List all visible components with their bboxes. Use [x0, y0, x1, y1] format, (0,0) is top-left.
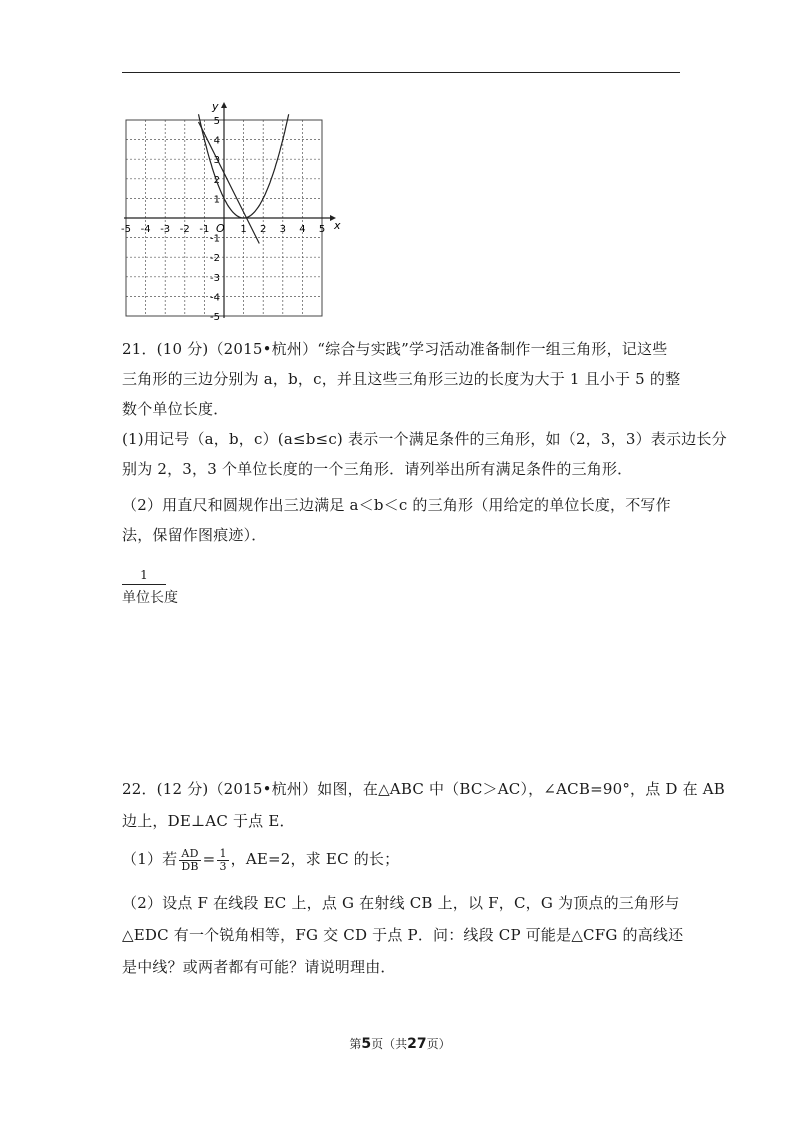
header-rule [122, 72, 680, 73]
y-tick-label: 1 [213, 194, 220, 206]
unit-label: 单位长度 [122, 590, 178, 606]
footer-middle: 页（共 [371, 1037, 408, 1051]
q21-line-6: （2）用直尺和圆规作出三边满足 a＜b＜c 的三角形（用给定的单位长度，不写作 [122, 496, 671, 514]
x-tick-label: -2 [179, 224, 190, 235]
q22-line-6: 是中线？或两者都有可能？请说明理由． [122, 958, 396, 976]
q21-line-5: 别为 2，3，3 个单位长度的一个三角形．请列举出所有满足条件的三角形． [122, 460, 633, 478]
fraction-equals: = [202, 850, 216, 868]
unit-length-segment [122, 568, 202, 609]
footer-suffix: 页） [426, 1037, 451, 1051]
y-tick-label: 3 [213, 155, 220, 167]
x-tick-label: -4 [140, 224, 151, 235]
x-tick-label: 3 [279, 224, 286, 235]
y-tick-label: 5 [213, 116, 220, 127]
x-tick-label: 5 [318, 224, 326, 235]
x-tick-label: -1 [199, 224, 210, 235]
fraction-ad-db-denominator: DB [181, 859, 199, 873]
q21-line-7: 法，保留作图痕迹）． [122, 526, 267, 544]
y-tick-label: -3 [210, 272, 220, 284]
q22-line-3-suffix: ，AE=2，求 EC 的长； [230, 850, 400, 868]
x-tick-label: 4 [299, 224, 306, 235]
fraction-one-third-denominator: 3 [219, 859, 227, 873]
y-tick-label: -4 [210, 292, 220, 304]
page-footer [0, 1035, 800, 1052]
unit-bar [122, 584, 166, 585]
y-tick-label: 2 [213, 174, 220, 186]
coordinate-graph-svg [118, 96, 348, 328]
origin-label: O [216, 222, 225, 235]
y-tick-label: -5 [210, 312, 220, 323]
y-tick-label: -1 [210, 233, 220, 245]
unit-number: 1 [140, 568, 148, 582]
y-tick-label: 4 [213, 135, 220, 147]
q21-line-2: 三角形的三边分别为 a，b，c，并且这些三角形三边的长度为大于 1 且小于 5 的整 [122, 370, 681, 388]
fraction-ad-db-numerator: AD [179, 848, 200, 861]
x-tick-label: -3 [160, 224, 171, 235]
q21-line-3: 数个单位长度． [122, 400, 229, 418]
fraction-ad-db [179, 848, 200, 873]
q22-line-3 [122, 844, 682, 874]
q22-line-2: 边上，DE⊥AC 于点 E． [122, 812, 295, 830]
footer-page-number: 5 [361, 1036, 372, 1052]
fraction-one-third [217, 848, 228, 873]
footer-total-pages: 27 [407, 1036, 427, 1052]
y-tick-label: -2 [210, 253, 220, 265]
x-tick-label: 1 [240, 224, 247, 235]
q22-line-5: △EDC 有一个锐角相等，FG 交 CD 于点 P．问：线段 CP 可能是△CFG 的高线还 [122, 926, 684, 944]
y-axis-label: y [212, 100, 219, 113]
q21-line-1: 21．(10 分)（2015•杭州）“综合与实践”学习活动准备制作一组三角形，记这些 [122, 340, 668, 358]
q22-line-1: 22．(12 分)（2015•杭州）如图，在△ABC 中（BC＞AC），∠ACB=90°，点 D 在 AB [122, 780, 726, 798]
x-tick-label: -5 [121, 224, 131, 235]
footer-prefix: 第 [349, 1037, 362, 1051]
fraction-one-third-numerator: 1 [219, 846, 227, 860]
x-axis-label: x [334, 219, 341, 232]
coordinate-graph [118, 96, 348, 328]
x-tick-label: 2 [260, 224, 267, 235]
q22-line-4: （2）设点 F 在线段 EC 上，点 G 在射线 CB 上，以 F，C，G 为顶点的三角形与 [122, 894, 680, 912]
q21-line-4: (1)用记号（a，b，c）(a≤b≤c) 表示一个满足条件的三角形，如（2，3，3）表示边长分 [122, 430, 727, 448]
y-axis-arrow [221, 102, 227, 108]
q22-line-3-prefix: （1）若 [122, 850, 178, 868]
